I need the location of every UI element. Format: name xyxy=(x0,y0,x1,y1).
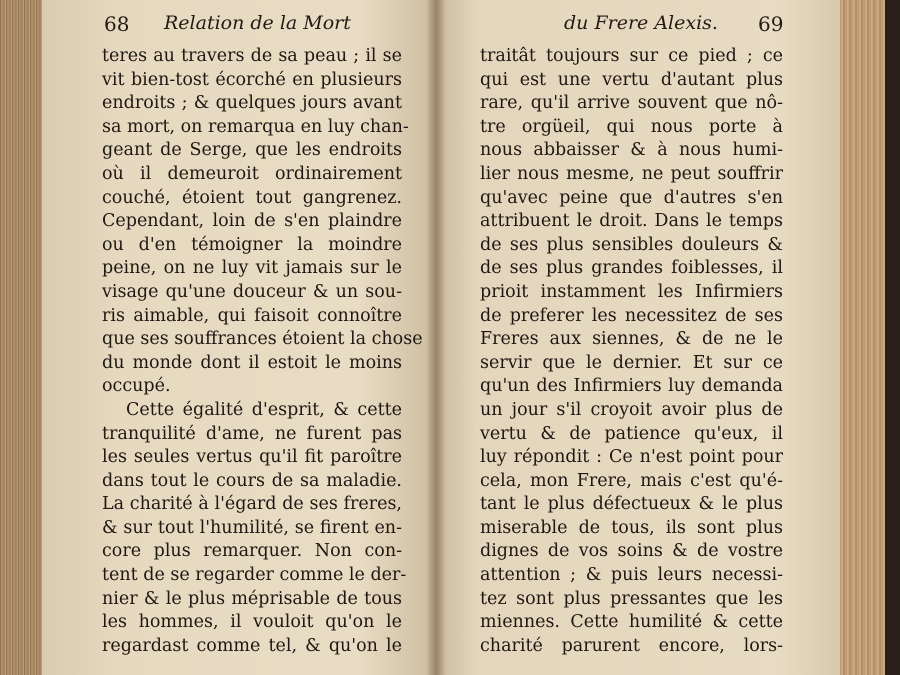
text-line: couché, étoient tout gangrenez. xyxy=(102,187,402,208)
text-line: ris aimable, qui faisoit connoître xyxy=(102,305,402,326)
text-line: miennes. Cette humilité & cette xyxy=(480,612,783,633)
text-line: nier & le plus méprisable de tous xyxy=(102,588,402,609)
text-line: sa mort, on remarqua en luy chan- xyxy=(102,116,409,137)
right-page xyxy=(436,0,840,675)
text-line: core plus remarquer. Non con- xyxy=(102,541,402,562)
text-line: & sur tout l'humilité, se firent en- xyxy=(102,517,402,538)
text-line: attention ; & puis leurs necessi- xyxy=(480,565,783,586)
text-line: que ses souffrances étoient la chose xyxy=(102,329,423,350)
text-line: tranquilité d'ame, ne furent pas xyxy=(102,423,402,444)
text-line: peine, on ne luy vit jamais sur le xyxy=(102,258,402,279)
text-line: Cependant, loin de s'en plaindre xyxy=(102,211,402,232)
text-line: nous abbaisser & à nous humi- xyxy=(480,140,783,161)
text-line: vit bien-tost écorché en plusieurs xyxy=(102,69,402,90)
text-line: servir que le dernier. Et sur ce xyxy=(480,352,783,373)
text-line: occupé. xyxy=(102,376,171,397)
text-line: Cette égalité d'esprit, & cette xyxy=(126,399,402,420)
text-line: vertu & de patience qu'eux, il xyxy=(480,423,783,444)
left-running-head: Relation de la Mort xyxy=(164,12,351,34)
text-line: charité parurent encore, lors- xyxy=(480,635,783,656)
text-line: cela, mon Frere, mais c'est qu'é- xyxy=(480,470,783,491)
right-page-edges xyxy=(840,0,885,675)
text-line: regardast comme tel, & qu'on le xyxy=(102,635,402,656)
text-line: endroits ; & quelques jours avant xyxy=(102,93,402,114)
text-line: teres au travers de sa peau ; il se xyxy=(102,46,402,66)
text-line: tre orgüeil, qui nous porte à xyxy=(480,116,783,137)
text-line: miserable de tous, ils sont plus xyxy=(480,517,783,538)
text-line: geant de Serge, que les endroits xyxy=(102,140,402,161)
text-line: qu'un des Infirmiers luy demanda xyxy=(480,376,783,397)
text-line: prioit instamment les Infirmiers xyxy=(480,281,783,302)
text-line: qu'avec peine que d'autres s'en xyxy=(480,187,783,208)
text-line: dignes de vos soins & de vostre xyxy=(480,541,783,562)
left-page-text xyxy=(102,45,423,658)
text-line: tant le plus défectueux & le plus xyxy=(480,494,783,515)
right-page-text xyxy=(480,45,783,658)
text-line: attribuent le droit. Dans le temps xyxy=(480,211,783,232)
text-line: du monde dont il estoit le moins xyxy=(102,352,402,373)
text-line: Freres aux siennes, & de ne le xyxy=(480,329,783,350)
left-page-number: 68 xyxy=(104,12,130,36)
text-line: de ses plus grandes foiblesses, il xyxy=(480,258,783,279)
text-line: lier nous mesme, ne peut souffrir xyxy=(480,163,783,184)
text-line: ou d'en témoigner la moindre xyxy=(102,234,402,255)
text-line: rare, qu'il arrive souvent que nô- xyxy=(480,93,783,114)
text-line: de preferer les necessitez de ses xyxy=(480,305,783,326)
left-page xyxy=(42,0,436,675)
text-line: luy répondit : Ce n'est point pour xyxy=(480,447,783,468)
book-gutter xyxy=(426,0,446,675)
right-page-number: 69 xyxy=(758,12,784,36)
text-line: les seules vertus qu'il fit paroître xyxy=(102,447,402,468)
text-line: traitât toujours sur ce pied ; ce xyxy=(480,46,783,66)
text-line: les hommes, il vouloit qu'on le xyxy=(102,612,402,633)
text-line: La charité à l'égard de ses freres, xyxy=(102,494,402,515)
background-strip xyxy=(885,0,900,675)
text-line: où il demeuroit ordinairement xyxy=(102,163,402,184)
text-line: visage qu'une douceur & un sou- xyxy=(102,281,402,302)
text-line: dans tout le cours de sa maladie. xyxy=(102,470,402,491)
text-line: un jour s'il croyoit avoir plus de xyxy=(480,399,783,420)
text-line: qui est une vertu d'autant plus xyxy=(480,69,783,90)
text-line: tez sont plus pressantes que les xyxy=(480,588,783,609)
text-line: tent de se regarder comme le der- xyxy=(102,565,407,586)
left-page-edges xyxy=(0,0,42,675)
right-running-head: du Frere Alexis. xyxy=(564,12,718,34)
text-line: de ses plus sensibles douleurs & xyxy=(480,234,783,255)
